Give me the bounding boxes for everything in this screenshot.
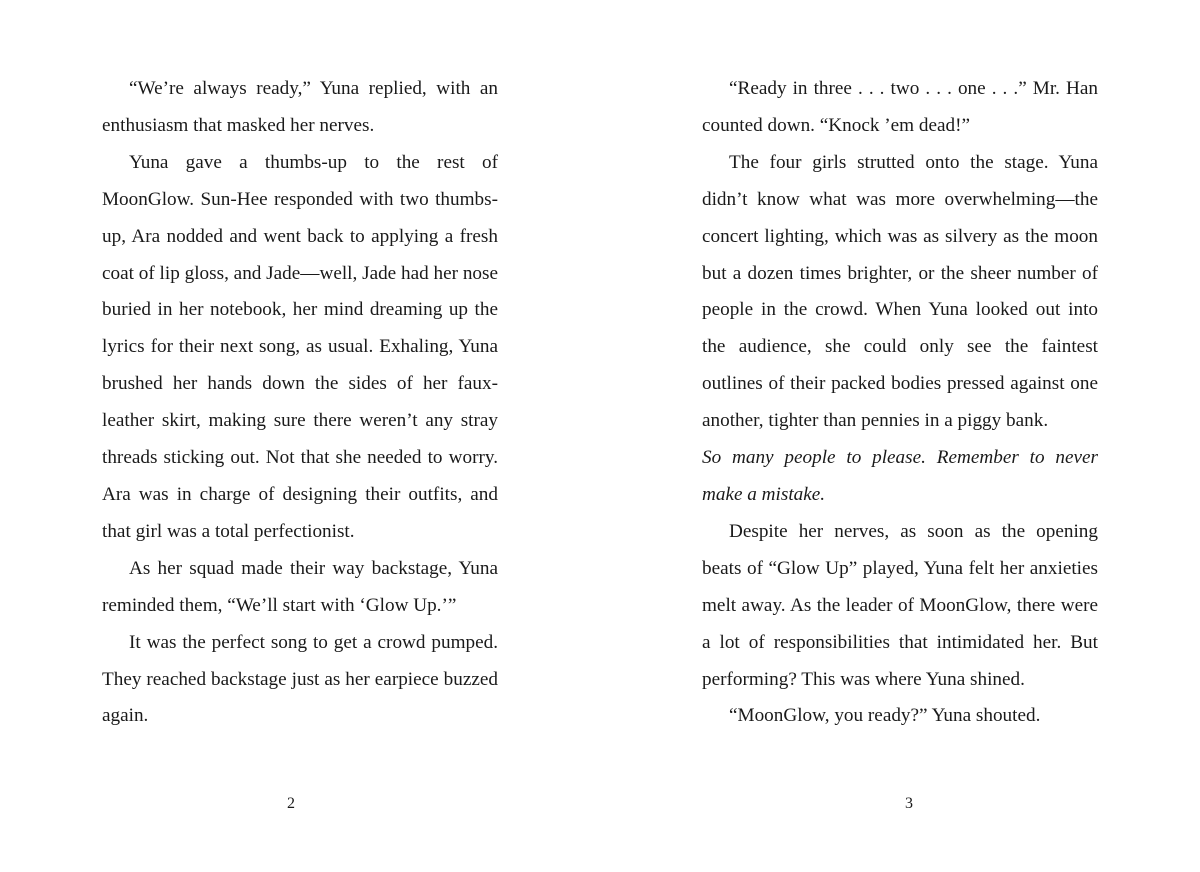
right-page-text [702, 71, 1098, 735]
right-page [600, 0, 1200, 872]
page-number: 2 [287, 795, 295, 812]
paragraph: “We’re always ready,” Yuna replied, with an enthusiasm that masked her nerves. [102, 78, 498, 136]
page-number: 3 [905, 795, 913, 812]
paragraph: It was the perfect song to get a crowd pumped. They reached backstage just as her earpiece buzzed again. [102, 631, 498, 727]
paragraph: Yuna gave a thumbs-up to the rest of MoonGlow. Sun-Hee responded with two thumbs-up, Ara nodded and went back to applying a fresh coat of lip gloss, and Jade—well, Jade had her nose buried in her notebook, her mind dreaming up the lyrics for their next song, as usual. Exhaling, Yuna brushed her hands down the sides of her faux-leather skirt, making sure there weren’t any stray threads sticking out. Not that she needed to worry. Ara was in charge of designing their outfits, and that girl was a total perfectionist. [102, 151, 498, 542]
italic-thought-paragraph: So many people to please. Remember to never make a mistake. [702, 447, 1098, 505]
paragraph: The four girls strutted onto the stage. Yuna didn’t know what was more overwhelming—the concert lighting, which was as silvery as the moon but a dozen times brighter, or the sheer number of people in the crowd. When Yuna looked out into the audience, she could only see the faintest outlines of their packed bodies pressed against one another, tighter than pennies in a piggy bank. [702, 151, 1098, 432]
paragraph: Despite her nerves, as soon as the opening beats of “Glow Up” played, Yuna felt her anxieties melt away. As the leader of MoonGlow, there were a lot of responsibilities that intimidated her. But performing? This was where Yuna shined. [702, 520, 1098, 690]
paragraph: “Ready in three . . . two . . . one . . .” Mr. Han counted down. “Knock ’em dead!” [702, 78, 1098, 136]
paragraph: As her squad made their way backstage, Yuna reminded them, “We’ll start with ‘Glow Up.’” [102, 557, 498, 616]
left-page-text [102, 71, 498, 735]
paragraph: “MoonGlow, you ready?” Yuna shouted. [729, 705, 1041, 727]
